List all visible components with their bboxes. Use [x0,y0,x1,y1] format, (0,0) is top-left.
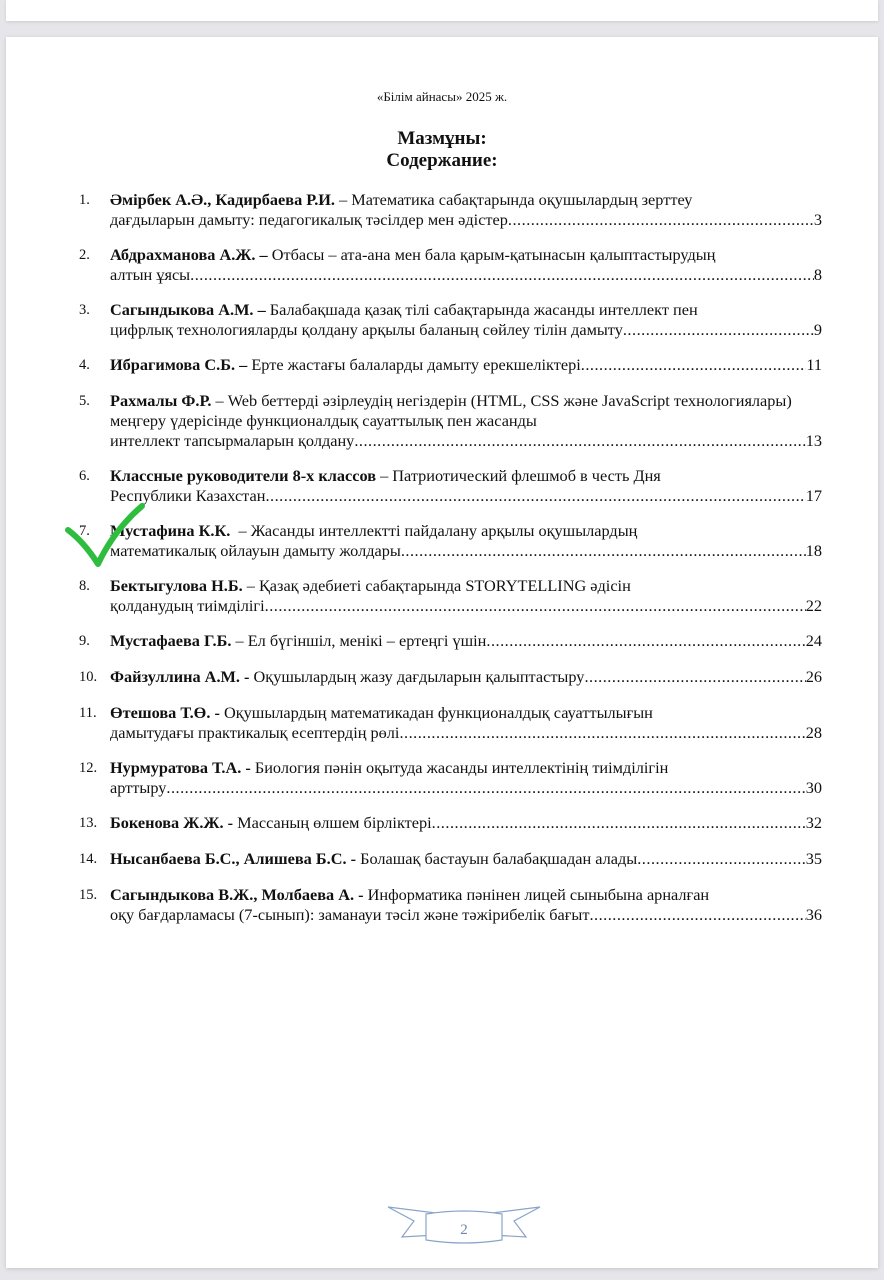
toc-entry-number: 9. [79,633,90,649]
toc-entry-separator: – [376,466,393,485]
toc-entry-page-number[interactable]: 3 [813,210,822,229]
toc-entry-number: 1. [79,192,90,208]
toc-dot-leader [354,431,805,451]
toc-entry-page-number[interactable]: 18 [805,541,822,560]
toc-entry-page-number[interactable]: 8 [813,265,822,284]
toc-entry-title: Балабақшада қазақ тілі сабақтарында жасанды интеллект пен [269,300,698,319]
toc-entry-title-end: Республики Казахстан [110,486,266,505]
toc-dot-leader [190,265,814,285]
toc-entry-body [110,703,822,743]
toc-entry[interactable] [79,703,822,743]
toc-entry-number: 14. [79,851,98,867]
toc-dot-leader [401,541,806,561]
toc-entry-number: 3. [79,302,90,318]
toc-entry-title-start [110,521,822,541]
toc-dot-leader [432,813,806,833]
toc-entry-body [110,245,822,285]
toc-entry[interactable] [79,245,822,285]
toc-entry-title-start [110,758,822,778]
toc-entry[interactable] [79,849,822,869]
toc-entry[interactable] [79,391,822,451]
toc-dot-leader [486,631,805,651]
toc-entry-title: Математика сабақтарында оқушылардың зерттеу [351,190,693,209]
toc-entry-number: 4. [79,357,90,373]
toc-entry-line [110,813,432,833]
toc-entry-title-end: Болашақ бастауын балабақшадан алады [360,849,638,868]
toc-entry-author: Мустафаева Г.Б. [110,631,232,650]
toc-entry-title-end: интеллект тапсырмаларын қолдану [110,431,355,450]
toc-entry-number: 13. [79,815,98,831]
toc-entry-title: Информатика пәнінен лицей сыныбына арналған [367,885,710,904]
toc-entry-number: 6. [79,468,90,484]
toc-entry-title-end: цифрлық технологияларды қолдану арқылы баланың сөйлеу тілін дамыту [110,320,623,339]
toc-entry-title: Қазақ әдебиеті сабақтарында STORYTELLING әдісін [258,576,631,595]
toc-entry-title-end: Массаның өлшем бірліктері [237,813,432,832]
toc-entry-line [110,849,637,869]
title-kazakh: Мазмұны: [397,128,487,149]
green-checkmark-icon [62,500,148,570]
toc-entry-page-number[interactable]: 17 [805,486,822,505]
toc-entry-title-end: дағдыларын дамыту: педагогикалық тәсілдер мен әдістер [110,210,508,229]
toc-entry-last-line [110,265,822,285]
toc-entry-title: Жасанды интеллектті пайдалану арқылы оқушылардың [250,521,638,540]
toc-entry-title-end: Ерте жастағы балаларды дамыту ерекшеліктері [251,355,581,374]
toc-entry-last-line [110,631,822,651]
toc-entry[interactable] [79,758,822,798]
toc-entry-body [110,576,822,616]
toc-entry-body [110,521,822,561]
toc-entry-line [110,667,584,687]
toc-entry-body [110,190,822,230]
toc-entry-number: 2. [79,247,90,263]
toc-dot-leader [589,905,805,925]
toc-entry-body [110,631,822,651]
toc-entry-last-line [110,849,822,869]
toc-entry-separator: – [230,521,251,540]
toc-entry-title-end: арттыру [110,778,167,797]
toc-entry-last-line [110,596,822,616]
toc-entry-author: Мустафина К.К. [110,521,231,540]
toc-entry-last-line [110,355,822,375]
toc-entry-title-start [110,466,822,486]
toc-entry-last-line [110,778,822,798]
running-head: «Білім айнасы» 2025 ж. [376,89,508,104]
toc-entry-body [110,355,822,375]
toc-entry-separator: – [211,391,228,410]
toc-entry-body [110,466,822,506]
toc-entry[interactable] [79,300,822,340]
toc-entry-title-end: қолданудың тиімділігі [110,596,265,615]
toc-entry-last-line [110,813,822,833]
toc-entry-title: Отбасы – ата-ана мен бала қарым-қатынасын қалыптастырудың [271,245,716,264]
toc-entry[interactable] [79,667,822,687]
toc-entry-body [110,813,822,833]
toc-dot-leader [265,596,806,616]
toc-dot-leader [508,210,814,230]
toc-entry[interactable] [79,355,822,375]
toc-entry-title-start [110,245,822,265]
toc-entry-author: Әмірбек А.Ә., Кадирбаева Р.И. [110,190,335,209]
toc-entry-body [110,885,822,925]
table-of-contents [79,190,822,940]
toc-entry-number: 5. [79,393,90,409]
toc-dot-leader [581,355,807,375]
toc-dot-leader [166,778,805,798]
toc-entry-title-end: дамытудағы практикалық есептердің рөлі [110,723,400,742]
toc-entry-last-line [110,905,822,925]
toc-entry-page-number[interactable]: 32 [805,813,822,832]
toc-entry-page-number[interactable]: 28 [805,723,822,742]
toc-entry-title-end: Ел бүгіншіл, менікі – ертеңгі үшін [247,631,487,650]
toc-dot-leader [265,486,805,506]
toc-entry[interactable] [79,466,822,506]
toc-entry-last-line [110,431,822,451]
toc-entry-separator: – [335,190,352,209]
toc-entry-author: Ибрагимова С.Б. – [110,355,248,374]
document-page [6,37,878,1268]
page-number: 2 [460,1222,468,1238]
toc-entry-number: 12. [79,760,98,776]
toc-entry-line [110,355,581,375]
toc-entry-title-end: Оқушылардың жазу дағдыларын қалыптастыру [253,667,585,686]
toc-entry-author: Бокенова Ж.Ж. - [110,813,234,832]
toc-entry-page-number[interactable]: 26 [805,667,822,686]
toc-entry-title-end: оқу бағдарламасы (7-сынып): заманауи тәсіл және тәжірибелік бағыт [110,905,590,924]
toc-entry-title: Оқушылардың математикадан функционалдық сауаттылығын [223,703,653,722]
toc-entry-last-line [110,320,822,340]
toc-entry[interactable] [79,631,822,651]
toc-entry-author: Нысанбаева Б.С., Алишева Б.С. - [110,849,357,868]
toc-entry-author: Классные руководители 8-х классов [110,466,376,485]
toc-entry-title: Патриотический флешмоб в честь Дня [392,466,661,485]
toc-entry-body [110,300,822,340]
toc-entry-title-start [110,190,822,210]
toc-entry-number: 10. [79,669,98,685]
toc-entry-title-start [110,885,822,905]
toc-entry-last-line [110,723,822,743]
toc-entry-number: 11. [79,705,97,721]
toc-entry-separator: – [242,576,259,595]
toc-entry-title-end: математикалық ойлауын дамыту жолдары [110,541,401,560]
previous-page [6,0,878,21]
toc-entry-separator: – [231,631,248,650]
toc-entry-number: 8. [79,578,90,594]
toc-dot-leader [637,849,805,869]
toc-entry-page-number[interactable]: 13 [805,431,822,450]
toc-entry-title-start [110,576,822,596]
toc-entry-author: Абдрахманова А.Ж. – [110,245,268,264]
toc-entry-body [110,758,822,798]
toc-entry[interactable] [79,885,822,925]
toc-entry-body [110,849,822,869]
toc-entry-author: Рахмалы Ф.Р. [110,391,212,410]
toc-entry-body [110,391,822,451]
toc-entry-author: Нурмуратова Т.А. - [110,758,251,777]
toc-entry-page-number[interactable]: 11 [806,355,822,374]
toc-entry-body [110,667,822,687]
toc-dot-leader [399,723,805,743]
toc-entry[interactable] [79,576,822,616]
toc-entry-title-end: алтын ұясы [110,265,191,284]
toc-entry-author: Өтешова Т.Ө. - [110,703,220,722]
toc-entry-last-line [110,210,822,230]
toc-entry-number: 15. [79,887,98,903]
toc-entry-page-number[interactable]: 30 [805,778,822,797]
toc-entry-author: Сагындыкова А.М. – [110,300,266,319]
toc-entry-title: Web беттерді әзірлеудің негіздерін (HTML, CSS және JavaScript технологиялары) меңгеру үдерісінде функционалдық сауаттылық пен жасанды [110,391,792,430]
toc-entry[interactable] [79,813,822,833]
toc-entry-title-start [110,300,822,320]
title-russian: Содержание: [386,150,498,171]
toc-entry-author: Файзуллина А.М. - [110,667,250,686]
toc-entry-page-number[interactable]: 36 [805,905,822,924]
toc-dot-leader [623,320,814,340]
toc-entry-page-number[interactable]: 9 [813,320,822,339]
toc-entry-page-number[interactable]: 35 [805,849,822,868]
toc-entry-last-line [110,486,822,506]
toc-entry[interactable] [79,521,822,561]
toc-entry-last-line [110,667,822,687]
toc-entry-page-number[interactable]: 24 [805,631,822,650]
toc-entry-title-start [110,391,822,431]
toc-entry-author: Сагындыкова В.Ж., Молбаева А. - [110,885,364,904]
toc-entry[interactable] [79,190,822,230]
toc-entry-title: Биология пәнін оқытуда жасанды интеллектінің тиімділігін [254,758,669,777]
toc-entry-title-start [110,703,822,723]
toc-entry-line [110,631,486,651]
toc-entry-number: 7. [79,523,90,539]
toc-entry-author: Бектыгулова Н.Б. [110,576,243,595]
toc-entry-last-line [110,541,822,561]
toc-entry-page-number[interactable]: 22 [805,596,822,615]
toc-dot-leader [584,667,805,687]
